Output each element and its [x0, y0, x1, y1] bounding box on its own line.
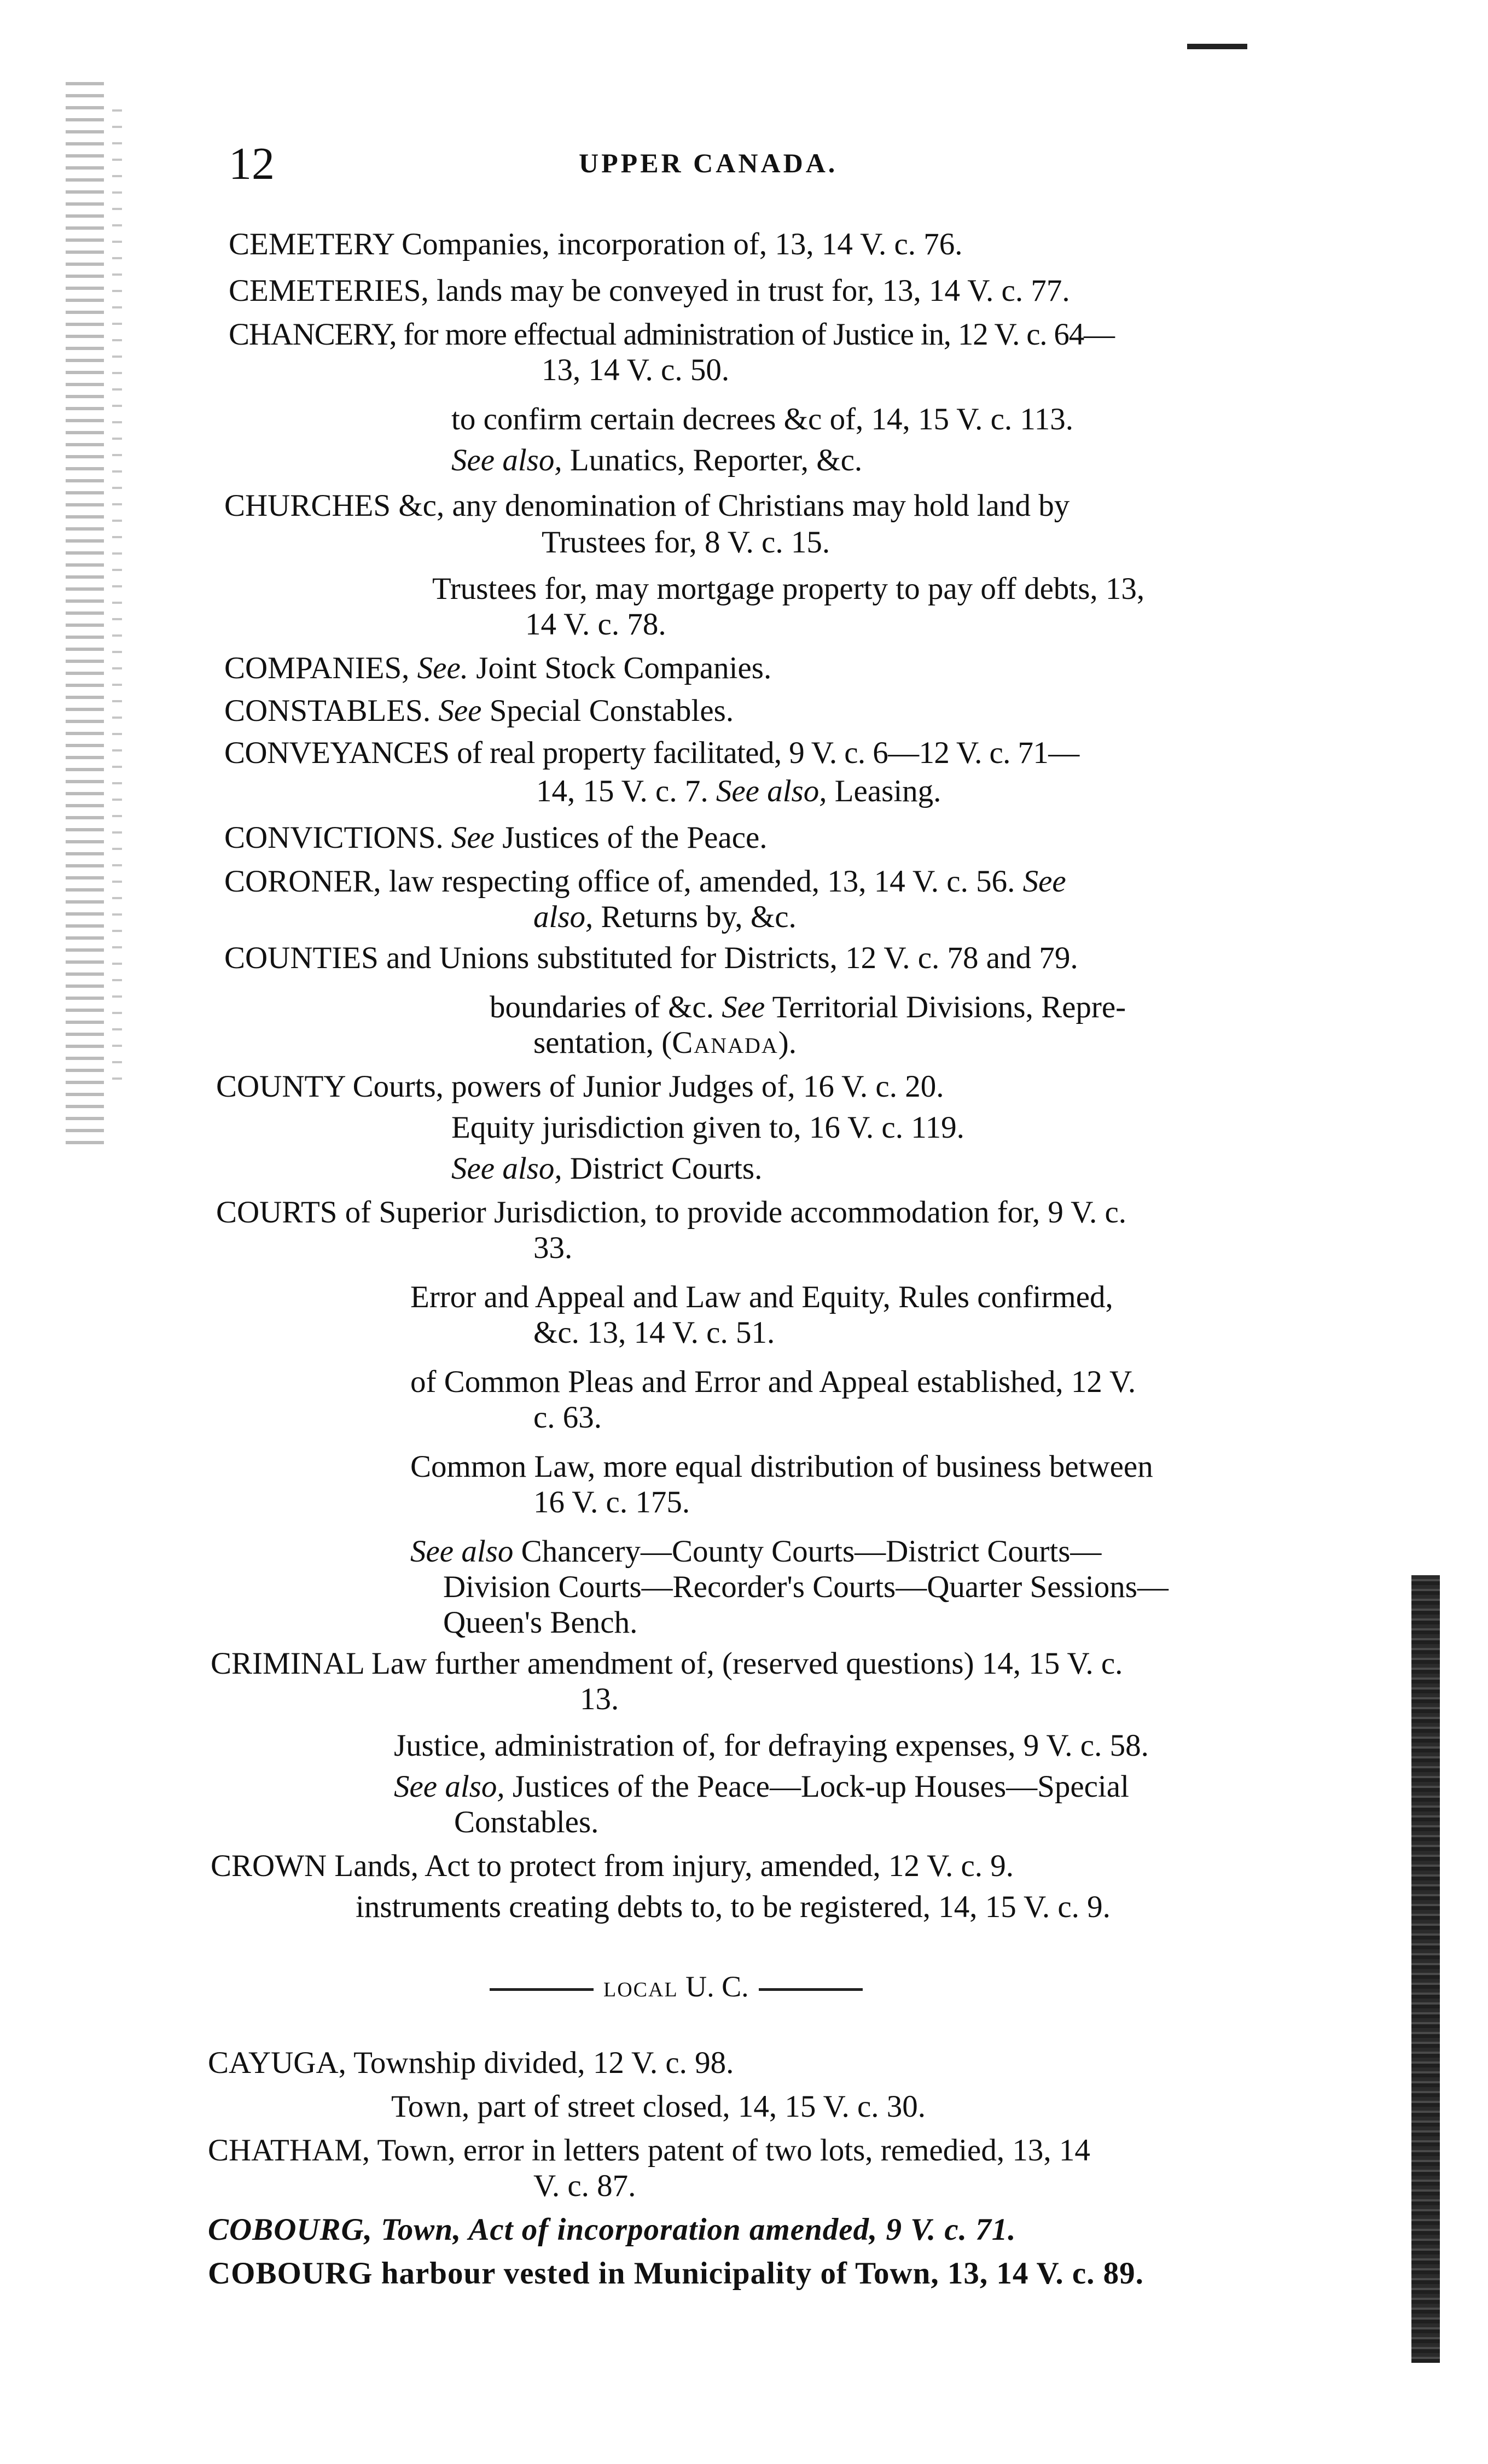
entry-chancery: CHANCERY, for more effectual administration of Justice in, 12 V. c. 64—	[229, 317, 1114, 352]
entry-courts-sub-1: Error and Appeal and Law and Equity, Rules confirmed,	[410, 1280, 1113, 1314]
entry-cobourg-harbour: COBOURG harbour vested in Municipality of Town, 13, 14 V. c. 89.	[208, 2256, 1144, 2291]
entry-cayuga-sub: Town, part of street closed, 14, 15 V. c. 30.	[391, 2089, 926, 2124]
entry-courts-see-cont-2: Queen's Bench.	[443, 1605, 638, 1640]
entry-courts: COURTS of Superior Jurisdiction, to provide accommodation for, 9 V. c.	[216, 1195, 1126, 1230]
entry-courts-sub-1-cont: &c. 13, 14 V. c. 51.	[533, 1315, 775, 1350]
entry-courts-see: See also Chancery—County Courts—District Courts—	[410, 1534, 1102, 1569]
entry-cobourg-town: COBOURG, Town, Act of incorporation amended, 9 V. c. 71.	[208, 2212, 1016, 2247]
entry-courts-cont: 33.	[533, 1231, 573, 1265]
entry-coroner-cont: also, Returns by, &c.	[533, 900, 797, 934]
entry-convictions: CONVICTIONS. See Justices of the Peace.	[224, 820, 768, 855]
entry-cayuga: CAYUGA, Township divided, 12 V. c. 98.	[208, 2046, 734, 2080]
entry-constables: CONSTABLES. See Special Constables.	[224, 694, 734, 728]
entry-coroner: CORONER, law respecting office of, amended, 13, 14 V. c. 56. See	[224, 864, 1066, 899]
rule-right	[759, 1988, 863, 1991]
entry-county-courts-see: See also, District Courts.	[451, 1151, 763, 1186]
entry-chancery-cont: 13, 14 V. c. 50.	[542, 353, 730, 387]
entry-county-courts-sub: Equity jurisdiction given to, 16 V. c. 119.	[451, 1110, 964, 1145]
entry-criminal-see-cont: Constables.	[454, 1805, 599, 1839]
page-number: 12	[229, 138, 275, 189]
entry-chatham: CHATHAM, Town, error in letters patent of two lots, remedied, 13, 14	[208, 2133, 1090, 2168]
page-edge-shadow	[1411, 1575, 1440, 2363]
entry-churches-sub-cont: 14 V. c. 78.	[525, 607, 666, 642]
entry-counties-sub: boundaries of &c. See Territorial Divisions, Repre-	[490, 990, 1126, 1024]
entry-courts-sub-3: Common Law, more equal distribution of business between	[410, 1449, 1153, 1484]
entry-criminal-sub: Justice, administration of, for defraying expenses, 9 V. c. 58.	[394, 1728, 1149, 1763]
entry-crown-sub: instruments creating debts to, to be registered, 14, 15 V. c. 9.	[356, 1890, 1111, 1924]
ink-mark	[1187, 44, 1247, 49]
entry-companies: COMPANIES, See. Joint Stock Companies.	[224, 651, 772, 685]
binding-gutter-marks-inner	[112, 109, 122, 1094]
entry-courts-sub-3-cont: 16 V. c. 175.	[533, 1485, 690, 1519]
running-title: UPPER CANADA.	[579, 148, 838, 178]
rule-left	[490, 1988, 594, 1991]
entry-crown: CROWN Lands, Act to protect from injury, amended, 12 V. c. 9.	[211, 1849, 1014, 1883]
entry-conveyances-cont: 14, 15 V. c. 7. See also, Leasing.	[536, 774, 941, 808]
entry-chatham-cont: V. c. 87.	[533, 2169, 636, 2203]
entry-criminal-cont: 13.	[580, 1682, 619, 1716]
entry-chancery-see: See also, Lunatics, Reporter, &c.	[451, 443, 863, 477]
entry-county-courts: COUNTY Courts, powers of Junior Judges of, 16 V. c. 20.	[216, 1069, 944, 1104]
entry-churches-cont: Trustees for, 8 V. c. 15.	[542, 525, 830, 560]
entry-criminal-see: See also, Justices of the Peace—Lock-up Houses—Special	[394, 1769, 1129, 1804]
section-heading-local: local U. C.	[490, 1969, 863, 2004]
entry-chancery-sub: to confirm certain decrees &c of, 14, 15 V. c. 113.	[451, 402, 1074, 436]
entry-counties: COUNTIES and Unions substituted for Districts, 12 V. c. 78 and 79.	[224, 941, 1078, 975]
entry-churches: CHURCHES &c, any denomination of Christians may hold land by	[224, 488, 1070, 523]
entry-courts-sub-2: of Common Pleas and Error and Appeal established, 12 V.	[410, 1365, 1136, 1399]
entry-counties-sub-cont: sentation, (Canada).	[533, 1026, 797, 1060]
entry-courts-see-cont-1: Division Courts—Recorder's Courts—Quarter Sessions—	[443, 1570, 1169, 1604]
entry-cemeteries: CEMETERIES, lands may be conveyed in trust for, 13, 14 V. c. 77.	[229, 273, 1070, 308]
entry-courts-sub-2-cont: c. 63.	[533, 1400, 602, 1435]
entry-conveyances: CONVEYANCES of real property facilitated, 9 V. c. 6—12 V. c. 71—	[224, 736, 1079, 770]
entry-criminal: CRIMINAL Law further amendment of, (reserved questions) 14, 15 V. c.	[211, 1646, 1123, 1681]
binding-gutter-marks	[66, 82, 104, 1149]
entry-churches-sub: Trustees for, may mortgage property to pay off debts, 13,	[432, 572, 1145, 606]
entry-cemetery: CEMETERY Companies, incorporation of, 13, 14 V. c. 76.	[229, 227, 963, 261]
